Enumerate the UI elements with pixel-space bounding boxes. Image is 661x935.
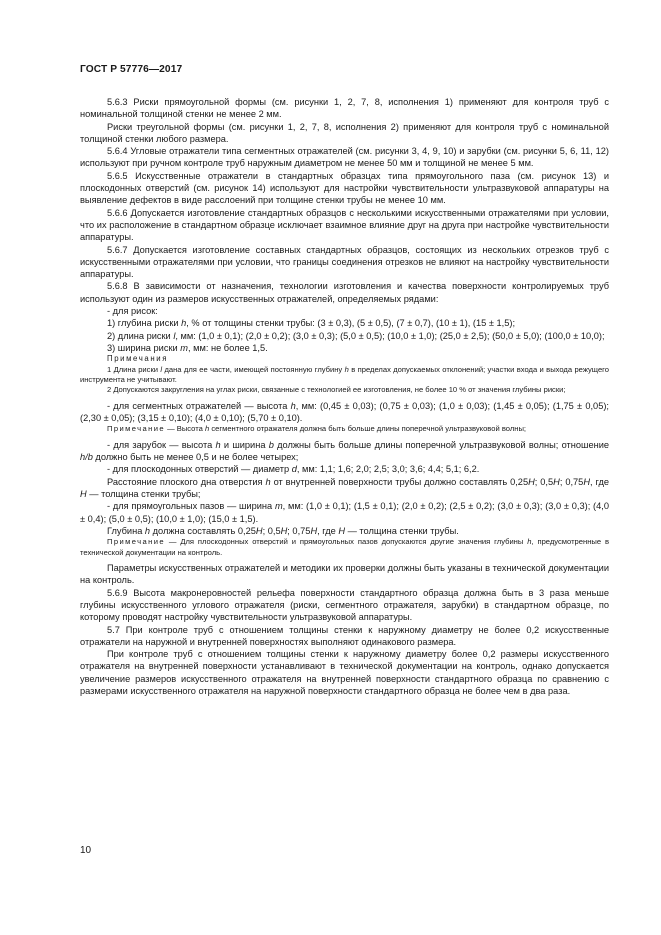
document-body	[80, 96, 609, 697]
note-flat-grooves: Примечание — Для плоскодонных отверстий и прямоугольных пазов допускаются другие значения глубины h, предусмотренные в технической документации на контроль.	[80, 537, 609, 557]
notches-item: - для зарубок — высота h и ширина b должны быть больше длины поперечной ультразвуковой волны; отношение h/b должно быть не менее 0,5 и не более четырех;	[80, 439, 610, 463]
paragraph-triangle-risks: Риски треугольной формы (см. рисунки 1, 2, 7, 8, исполнения 2) применяют для контроля труб с номинальной толщиной стенки любого размера.	[80, 121, 609, 144]
clause-5-6-9: 5.6.9 Высота макронеровностей рельефа поверхности стандартного образца должна быть в 3 раза меньше глубины искусственного углового отражателя (риски, сегментного отражателя, зарубки) в стандартном образце, по которому проводят настройку чувствительности ультразвуковой аппаратуры.	[80, 587, 609, 623]
note-1: 1 Длина риски l дана для ее части, имеющей постоянную глубину h в пределах допускаемых отклонений; участки входа и выхода режущего инструмента не учитывают.	[80, 364, 609, 385]
clause-5-6-8: 5.6.8 В зависимости от назначения, технологии изготовления и качества поверхности контролируемых труб используют один из размеров искусственных отражателей, определяемых рядами:	[80, 281, 609, 304]
risk-length-item: 2) длина риски l, мм: (1,0 ± 0,1); (2,0 ± 0,2); (3,0 ± 0,3); (5,0 ± 0,5); (10,0 ± 1,0); (25,0 ± 2,5); (50,0 ± 5,0); (100,0 ± 10,0);	[107, 330, 605, 341]
clause-5-6-6: 5.6.6 Допускается изготовление стандартных образцов с несколькими искусственными отражателями при условии, что их расположение в стандартном образце исключает взаимное влияние друг на друга при настройке чувствительности аппаратуры.	[80, 207, 609, 243]
segment-reflectors-item: - для сегментных отражателей — высота h, мм: (0,45 ± 0,03); (0,75 ± 0,03); (1,0 ± 0,03); (1,45 ± 0,05); (1,75 ± 0,05); (2,30 ± 0,05); (3,15 ± 0,10); (4,0 ± 0,10); (5,70 ± 0,10).	[80, 400, 609, 424]
paragraph-thick-wall: При контроле труб с отношением толщины стенки к наружному диаметру более 0,2 размеры искусственного отражателя на внутренней поверхности устанавливают в технической документации на контроль, однако допускается увеличение размеров искусственного отражателя на внутренней поверхности стандартного образца по сравнению с размерами искусственного отражателя на наружной поверхности стандартного образца не более чем в два раза.	[80, 649, 609, 697]
rectangular-grooves-item: - для прямоугольных пазов — ширина m, мм: (1,0 ± 0,1); (1,5 ± 0,1); (2,0 ± 0,2); (2,5 ± 0,2); (3,0 ± 0,3); (3,0 ± 0,3); (4,0 ± 0,4); (5,0 ± 0,5); (10,0 ± 1,0); (15,0 ± 1,5).	[80, 501, 609, 524]
note-segment: Примечание — Высота h сегментного отражателя должна быть больше длины поперечной ультразвуковой волны;	[107, 424, 527, 434]
standard-header: ГОСТ Р 57776—2017	[80, 64, 183, 75]
clause-5-6-3: 5.6.3 Риски прямоугольной формы (см. рисунки 1, 2, 7, 8, исполнения 1) применяют для контроля труб с номинальной толщиной стенки не менее 2 мм.	[80, 97, 609, 120]
list-risks-heading: - для рисок:	[107, 306, 158, 317]
risk-width-item: 3) ширина риски m, мм: не более 1,5.	[107, 342, 268, 353]
groove-depth: Глубина h должна составлять 0,25H; 0,5H; 0,75H, где H — толщина стенки трубы.	[107, 525, 459, 536]
paragraph-parameters: Параметры искусственных отражателей и методики их проверки должны быть указаны в технической документации на контроль.	[80, 563, 609, 586]
notes-heading: Примечания	[107, 354, 169, 364]
clause-5-7: 5.7 При контроле труб с отношением толщины стенки к наружному диаметру не более 0,2 искусственные отражатели на наружной и внутренней поверхностях выполняют одинакового размера.	[80, 624, 609, 647]
page-number: 10	[80, 845, 92, 856]
clause-5-6-4: 5.6.4 Угловые отражатели типа сегментных отражателей (см. рисунки 3, 4, 9, 10) и зарубки (см. рисунки 5, 6, 11, 12) используют при ручном контроле труб наружным диаметром не менее 50 мм и толщиной не менее 5 мм.	[80, 146, 609, 169]
risk-depth-item: 1) глубина риски h, % от толщины стенки трубы: (3 ± 0,3), (5 ± 0,5), (7 ± 0,7), (10 ± 1), (15 ± 1,5);	[107, 318, 516, 329]
flat-bottom-holes-item: - для плоскодонных отверстий — диаметр d, мм: 1,1; 1,6; 2,0; 2,5; 3,0; 3,6; 4,4; 5,1; 6,2.	[107, 464, 480, 475]
clause-5-6-7: 5.6.7 Допускается изготовление составных стандартных образцов, состоящих из нескольких отрезков труб с искусственными отражателями при условии, что границы соединения отрезков не влияют на настройку чувствительности аппаратуры.	[80, 244, 609, 280]
note-2: 2 Допускаются закругления на углах риски, связанные с технологией ее изготовления, не более 10 % от значения глубины риски;	[107, 385, 566, 395]
flat-bottom-distance: Расстояние плоского дна отверстия h от внутренней поверхности трубы должно составлять 0,25H; 0,5H; 0,75H, где H — толщина стенки трубы;	[80, 476, 610, 500]
clause-5-6-5: 5.6.5 Искусственные отражатели в стандартных образцах типа прямоугольного паза (см. рисунок 13) и плоскодонных отверстий (см. рисунок 14) используют для настройки чувствительности ультразвуковой аппаратуры на выявление дефектов в виде расслоений при толщине стенки трубы не менее 10 мм.	[80, 170, 609, 206]
